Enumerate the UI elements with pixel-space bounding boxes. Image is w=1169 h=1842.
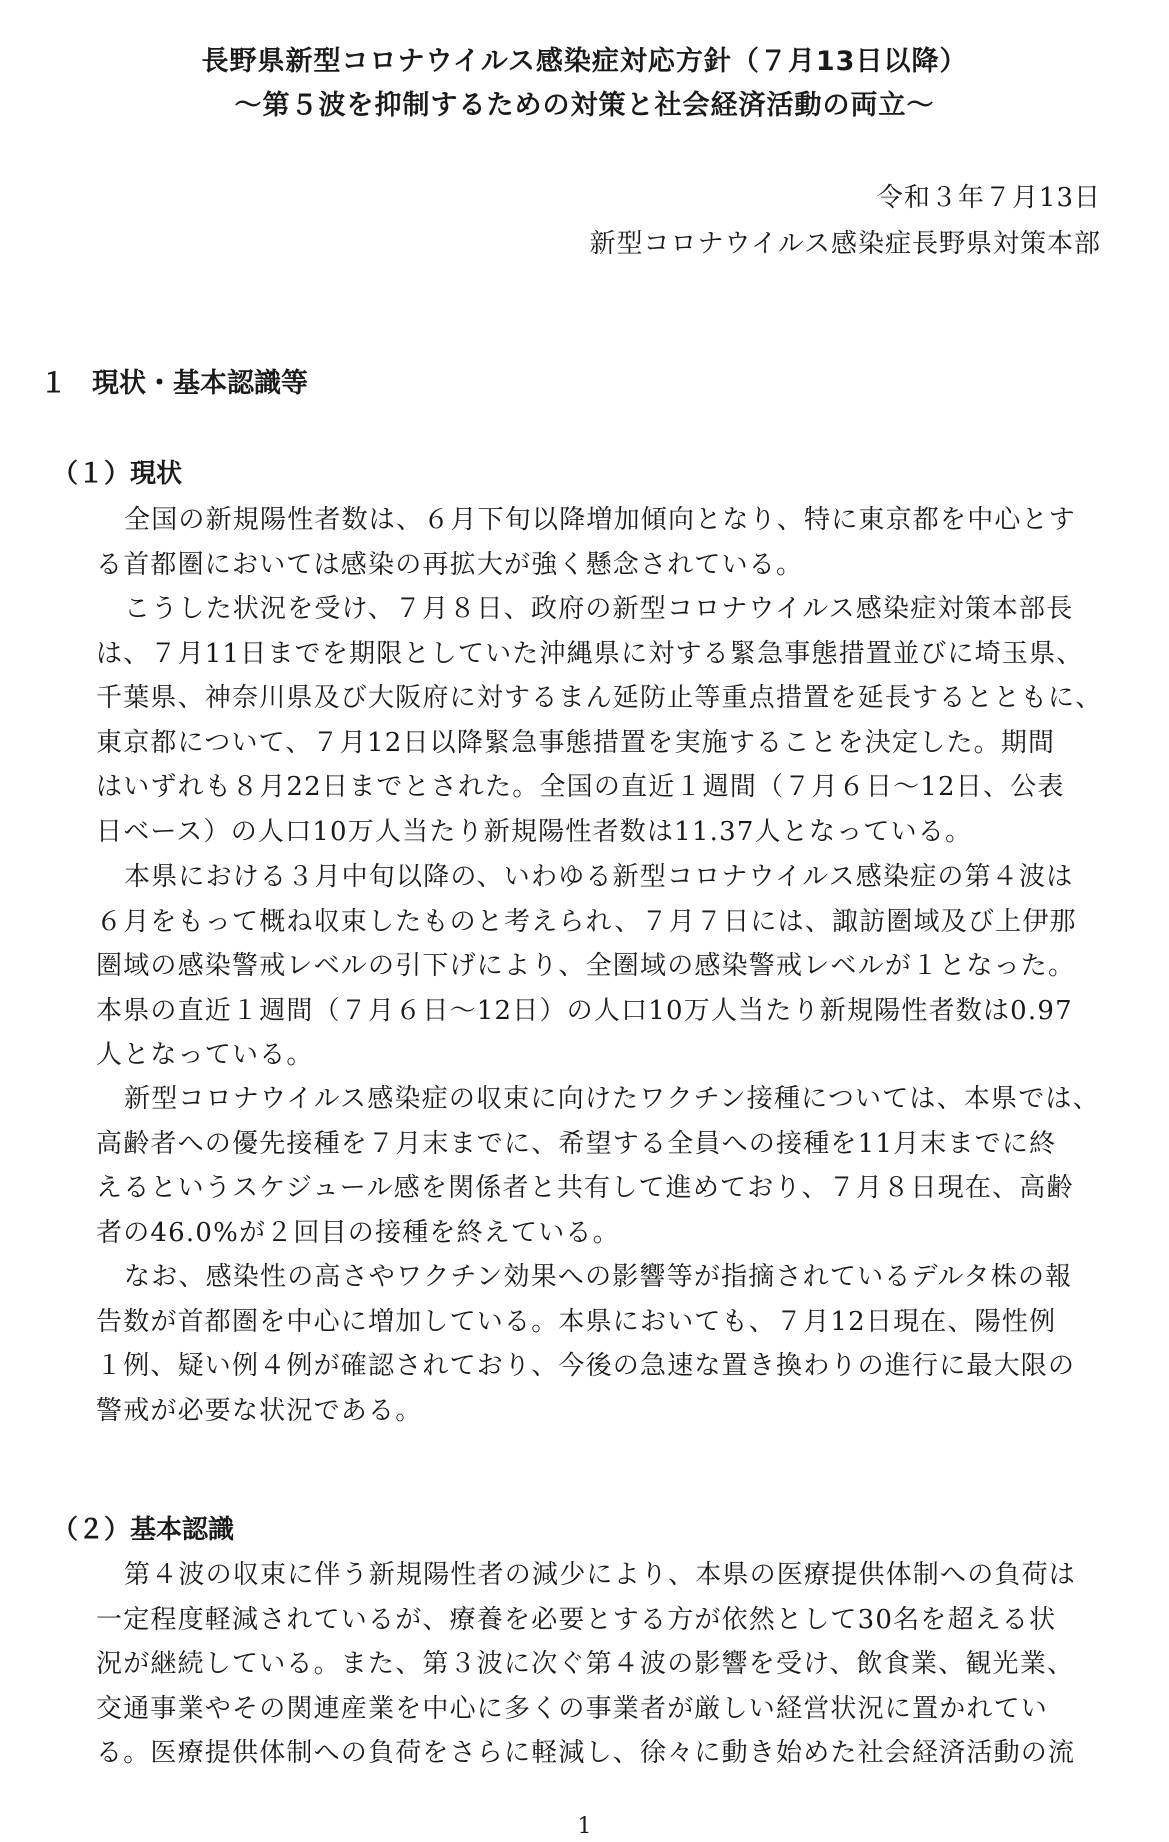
text-line: 一定程度軽減されているが、療養を必要とする方が依然として30名を超える状 (96, 1604, 1057, 1635)
text-line: はいずれも８月22日までとされた。全国の直近１週間（７月６日～12日、公表 (96, 772, 1065, 802)
text-line: 高齢者への優先接種を７月末までに、希望する全員への接種を11月末までに終 (96, 1128, 1057, 1159)
text-line: 圏域の感染警戒レベルの引下げにより、全圏域の感染警戒レベルが１となった。 (96, 951, 1076, 981)
subsection-2-heading: （２）基本認識 (52, 1515, 235, 1545)
paragraph (96, 587, 1106, 854)
text-line: １例、疑い例４例が確認されており、今後の急速な置き換わりの進行に最大限の (96, 1351, 1076, 1381)
section-1-number: １ (40, 368, 67, 399)
text-line: 東京都について、７月12日以降緊急事態措置を実施することを決定した。期間 (96, 727, 1056, 758)
paragraph (96, 1077, 1106, 1255)
paragraph (96, 855, 1106, 1078)
text-line: 況が継続している。また、第３波に次ぐ第４波の影響を受け、飲食業、観光業、 (96, 1649, 1075, 1679)
document-title: 長野県新型コロナウイルス感染症対応方針（７月13日以降） (201, 46, 968, 77)
text-line: 本県の直近１週間（７月６日～12日）の人口10万人当たり新規陽性者数は0.97 (96, 995, 1073, 1026)
text-line: こうした状況を受け、７月８日、政府の新型コロナウイルス感染症対策本部長 (124, 594, 1074, 624)
page-number: 1 (577, 1814, 592, 1839)
text-line: なお、感染性の高さやワクチン効果への影響等が指摘されているデルタ株の報 (124, 1262, 1073, 1292)
document-subtitle: ～第５波を抑制するための対策と社会経済活動の両立～ (234, 90, 935, 121)
text-line: 新型コロナウイルス感染症の収束に向けたワクチン接種については、本県では、 (124, 1084, 1100, 1114)
subsection-1-heading: （１）現状 (52, 459, 183, 489)
paragraph (96, 498, 1106, 587)
paragraph (96, 1553, 1106, 1776)
text-line: る。医療提供体制への負荷をさらに軽減し、徐々に動き始めた社会経済活動の流 (96, 1738, 1076, 1768)
text-line: 第４波の収束に伴う新規陽性者の減少により、本県の医療提供体制への負荷は (124, 1560, 1077, 1590)
paragraph (96, 1255, 1106, 1433)
text-line: 交通事業やその関連産業を中心に多くの事業者が厳しい経営状況に置かれてい (96, 1693, 1049, 1724)
text-line: る首都圏においては感染の再拡大が強く懸念されている。 (96, 549, 804, 580)
section-1-heading (40, 362, 308, 406)
text-line: 警戒が必要な状況である。 (96, 1395, 423, 1426)
text-line: 人となっている。 (96, 1040, 314, 1070)
issue-date: 令和３年７月13日 (876, 183, 1101, 213)
text-line: 者の46.0%が２回目の接種を終えている。 (96, 1217, 620, 1248)
section-1-title: 現状・基本認識等 (92, 368, 308, 399)
text-line: 告数が首都圏を中心に増加している。本県においても、７月12日現在、陽性例 (96, 1306, 1057, 1337)
text-line: えるというスケジュール感を関係者と共有して進めており、７月８日現在、高齢 (96, 1173, 1074, 1203)
text-line: 本県における３月中旬以降の、いわゆる新型コロナウイルス感染症の第４波は (124, 862, 1074, 892)
text-line: は、７月11日までを期限としていた沖縄県に対する緊急事態措置並びに埼玉県、 (96, 638, 1084, 669)
text-line: ６月をもって概ね収束したものと考えられ、７月７日には、諏訪圏域及び上伊那 (96, 906, 1077, 937)
issuing-organization: 新型コロナウイルス感染症長野県対策本部 (589, 229, 1101, 259)
text-line: 千葉県、神奈川県及び大阪府に対するまん延防止等重点措置を延長するとともに、 (96, 683, 1103, 713)
text-line: 日ベース）の人口10万人当たり新規陽性者数は11.37人となっている。 (96, 816, 973, 847)
text-line: 全国の新規陽性者数は、６月下旬以降増加傾向となり、特に東京都を中心とす (124, 505, 1077, 535)
